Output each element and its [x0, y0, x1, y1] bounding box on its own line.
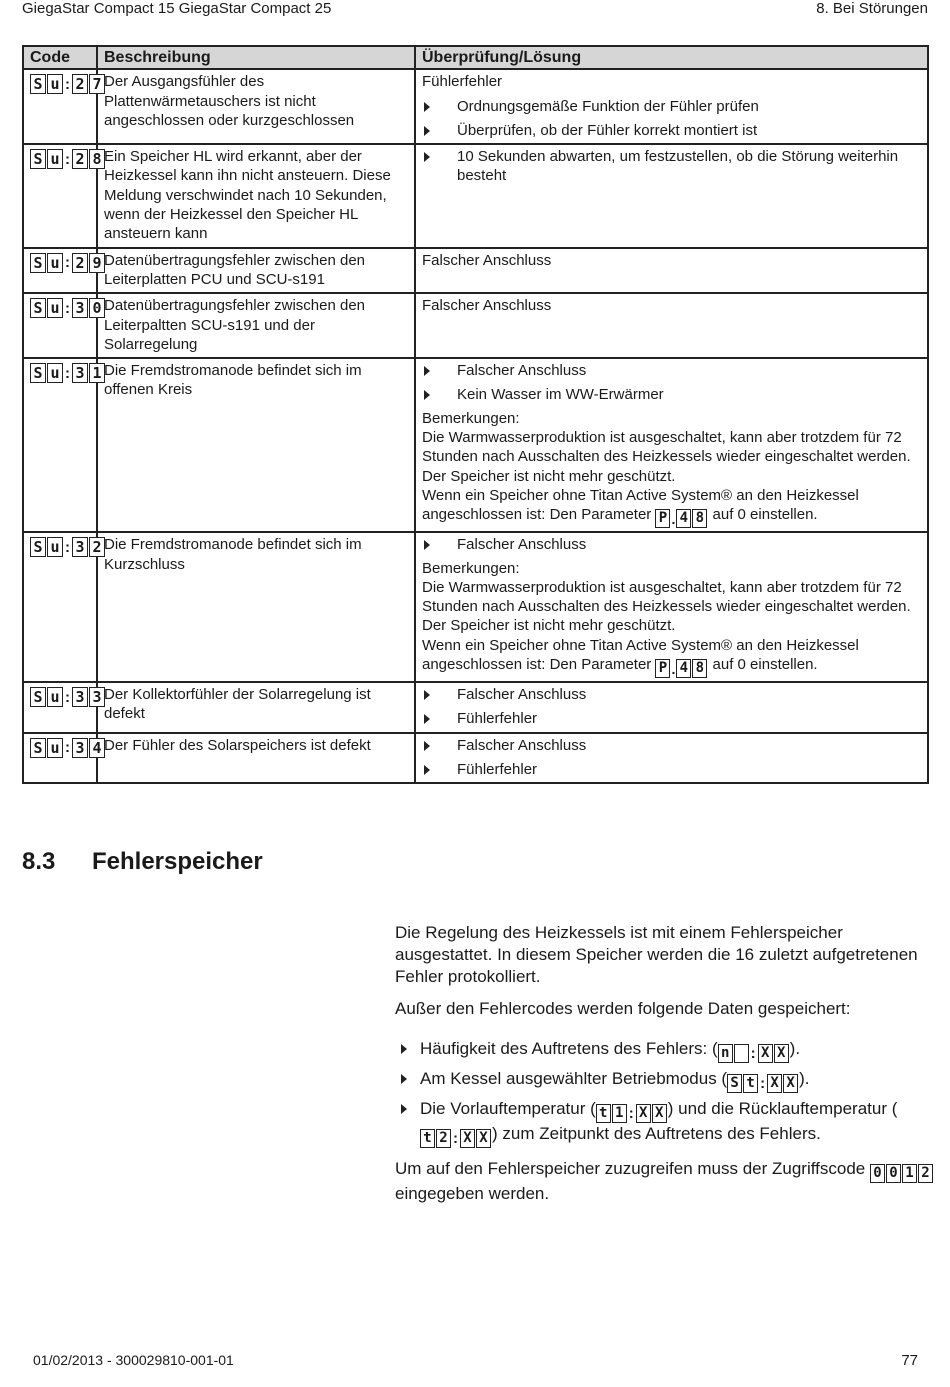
- segment-digit: X: [758, 1044, 773, 1063]
- segment-digit: X: [767, 1074, 782, 1093]
- table-row: [23, 733, 928, 784]
- section-title: Fehlerspeicher: [92, 848, 263, 875]
- list-item-text: zum Zeitpunkt des Auftretens des Fehlers.: [502, 1124, 821, 1143]
- error-code-table: [22, 45, 929, 784]
- remarks-label: Bemerkungen:: [422, 559, 520, 577]
- solution-cell: Falscher Anschluss: [415, 293, 928, 358]
- segment-digit: P: [655, 509, 670, 528]
- segment-digit: t: [743, 1074, 758, 1093]
- list-item-text: Die Vorlauftemperatur: [420, 1099, 586, 1118]
- code-display: [718, 1044, 790, 1063]
- column-header-code: Code: [23, 46, 97, 69]
- segment-digit: 8: [692, 509, 707, 528]
- dot-separator: .: [671, 660, 676, 677]
- section-heading: [22, 848, 263, 876]
- solution-bullet: Ordnungsgemäße Funktion der Fühler prüfen: [422, 97, 921, 116]
- segment-code-display: [30, 149, 106, 169]
- remark-parameter-line: [422, 636, 921, 678]
- solution-bullet: Überprüfen, ob der Fühler korrekt montiert ist: [422, 121, 921, 140]
- remark-text: Der Speicher ist nicht mehr geschützt.: [422, 467, 676, 485]
- segment-digit: S: [30, 363, 46, 383]
- segment-digit: 2: [72, 74, 88, 94]
- segment-digit: S: [30, 738, 46, 758]
- code-display: [727, 1074, 799, 1093]
- remark-text: Wenn ein Speicher ohne Titan Active System® an den Heizkessel angeschlossen ist: Den Parameter: [422, 486, 859, 524]
- segment-digit: 8: [89, 149, 105, 169]
- segment-digit: S: [30, 537, 46, 557]
- colon-separator: :: [750, 1045, 756, 1062]
- segment-digit: n: [718, 1044, 733, 1063]
- segment-digit: X: [774, 1044, 789, 1063]
- section-number: 8.3: [22, 848, 56, 875]
- remark-text: Die Warmwasserproduktion ist ausgeschaltet, kann aber trotzdem für 72 Stunden nach Ausschalten des Heizkessels wieder eingeschaltet werden.: [422, 578, 911, 616]
- solution-cell: [415, 532, 928, 682]
- solution-bullet: Falscher Anschluss: [422, 685, 921, 704]
- remark-parameter-line: [422, 486, 921, 528]
- solution-bullet: 10 Sekunden abwarten, um festzustellen, ob die Störung weiterhin besteht: [422, 147, 921, 186]
- segment-digit: 2: [89, 537, 105, 557]
- segment-digit: u: [47, 687, 63, 707]
- list-item: Am Kessel ausgewählter Betriebmodus ( S t : X X ).: [395, 1068, 935, 1093]
- segment-digit: t: [420, 1129, 435, 1148]
- solution-bullet: Falscher Anschluss: [422, 361, 921, 380]
- segment-digit: S: [30, 74, 46, 94]
- segment-digit: P: [655, 659, 670, 678]
- colon-separator: :: [65, 299, 70, 317]
- segment-digit: u: [47, 149, 63, 169]
- table-row: [23, 682, 928, 733]
- colon-separator: :: [760, 1075, 766, 1092]
- segment-digit: 3: [72, 363, 88, 383]
- remark-text: Der Speicher ist nicht mehr geschützt.: [422, 617, 676, 635]
- segment-digit: u: [47, 298, 63, 318]
- segment-digit: 2: [436, 1129, 451, 1148]
- segment-code-display: [30, 537, 106, 557]
- code-cell: [23, 144, 102, 247]
- segment-digit: S: [727, 1074, 742, 1093]
- solution-cell: [415, 358, 928, 532]
- dot-separator: .: [671, 510, 676, 527]
- segment-digit: 2: [72, 149, 88, 169]
- segment-code-display: [30, 253, 106, 273]
- segment-digit: 2: [918, 1164, 933, 1183]
- access-text: eingegeben werden.: [395, 1184, 550, 1203]
- remark-text: Wenn ein Speicher ohne Titan Active System® an den Heizkessel angeschlossen ist: Den Parameter: [422, 636, 859, 674]
- description-cell: Die Fremdstromanode befindet sich im Kurzschluss: [97, 532, 415, 682]
- segment-digit: 1: [89, 363, 105, 383]
- colon-separator: :: [628, 1105, 634, 1122]
- solution-cell: [415, 144, 928, 247]
- body-paragraph: Die Regelung des Heizkessels ist mit einem Fehlerspeicher ausgestattet. In diesem Speicher werden die 16 zuletzt aufgetretenen Fehler protokolliert.: [395, 923, 918, 986]
- segment-digit: 0: [89, 298, 105, 318]
- list-item: Die Vorlauftemperatur ( t 1 : X X ) und die Rücklauftemperatur ( t 2 : X X ) zum Zeitpunkt des Auftretens des Fehlers.: [395, 1098, 935, 1148]
- segment-digit: u: [47, 363, 63, 383]
- remarks-label: Bemerkungen:: [422, 409, 520, 427]
- segment-digit: u: [47, 738, 63, 758]
- colon-separator: :: [65, 688, 70, 706]
- segment-digit: 7: [89, 74, 105, 94]
- parameter-code-display: [655, 659, 708, 678]
- colon-separator: :: [65, 739, 70, 757]
- colon-separator: :: [453, 1130, 458, 1147]
- segment-digit: u: [47, 253, 63, 273]
- table-row: [23, 358, 928, 532]
- colon-separator: :: [65, 254, 70, 272]
- solution-cell: [415, 733, 928, 784]
- segment-digit: 3: [72, 738, 88, 758]
- code-display: [596, 1104, 668, 1123]
- header-title: GiegaStar Compact 15 GiegaStar Compact 25: [22, 0, 332, 17]
- table-row: [23, 144, 928, 247]
- segment-digit: u: [47, 74, 63, 94]
- segment-digit: X: [652, 1104, 667, 1123]
- segment-digit: 4: [89, 738, 105, 758]
- body-paragraph: [395, 1158, 935, 1205]
- description-cell: Datenübertragungsfehler zwischen den Leiterpaltten SCU-s191 und der Solarregelung: [97, 293, 415, 358]
- table-row: [23, 293, 928, 358]
- code-cell: [23, 733, 102, 784]
- colon-separator: :: [65, 364, 70, 382]
- colon-separator: :: [65, 75, 70, 93]
- segment-digit: S: [30, 298, 46, 318]
- code-cell: [23, 358, 102, 532]
- table-row: [23, 248, 928, 294]
- remark-text: auf 0 einstellen.: [712, 506, 818, 524]
- segment-digit: S: [30, 253, 46, 273]
- segment-digit: 3: [89, 687, 105, 707]
- solution-cell: [415, 682, 928, 733]
- code-cell: [23, 532, 102, 682]
- segment-digit: 3: [72, 298, 88, 318]
- solution-bullet: Kein Wasser im WW-Erwärmer: [422, 385, 921, 404]
- description-cell: Der Fühler des Solarspeichers ist defekt: [97, 733, 415, 784]
- description-cell: Die Fremdstromanode befindet sich im offenen Kreis: [97, 358, 415, 532]
- segment-digit: t: [596, 1104, 611, 1123]
- segment-digit: X: [783, 1074, 798, 1093]
- description-cell: Datenübertragungsfehler zwischen den Leiterplatten PCU und SCU-s191: [97, 248, 415, 294]
- section-body: [395, 922, 935, 1215]
- list-item-text: und die Rücklauftemperatur: [678, 1099, 887, 1118]
- header-chapter: 8. Bei Störungen: [816, 0, 928, 17]
- segment-code-display: [30, 74, 106, 94]
- column-header-solution: Überprüfung/Lösung: [415, 46, 928, 69]
- table-row: [23, 532, 928, 682]
- solution-bullet: Falscher Anschluss: [422, 736, 921, 755]
- segment-code-display: [30, 687, 106, 707]
- column-header-description: Beschreibung: [97, 46, 415, 69]
- segment-code-display: [30, 738, 106, 758]
- segment-digit: [734, 1044, 749, 1063]
- colon-separator: :: [65, 150, 70, 168]
- table-header-row: [23, 46, 928, 69]
- remark-text: Die Warmwasserproduktion ist ausgeschaltet, kann aber trotzdem für 72 Stunden nach Ausschalten des Heizkessels wieder eingeschaltet werden.: [422, 429, 911, 466]
- segment-digit: 8: [692, 659, 707, 678]
- solution-bullet: Fühlerfehler: [422, 760, 921, 779]
- code-cell: [23, 69, 102, 144]
- segment-code-display: [30, 363, 106, 383]
- solution-bullet: Fühlerfehler: [422, 709, 921, 728]
- code-cell: [23, 682, 102, 733]
- segment-digit: u: [47, 537, 63, 557]
- solution-bullet: Falscher Anschluss: [422, 535, 921, 554]
- parameter-code-display: [655, 509, 708, 528]
- segment-digit: X: [636, 1104, 651, 1123]
- segment-digit: 4: [676, 659, 691, 678]
- body-paragraph: Außer den Fehlercodes werden folgende Daten gespeichert:: [395, 999, 851, 1018]
- list-item-text: Am Kessel ausgewählter Betriebmodus: [420, 1069, 717, 1088]
- list-item: Häufigkeit des Auftretens des Fehlers: ( n : X X ).: [395, 1038, 935, 1063]
- page-header: [22, 0, 928, 20]
- solution-cell: [415, 69, 928, 144]
- segment-digit: 0: [886, 1164, 901, 1183]
- segment-digit: 1: [612, 1104, 627, 1123]
- colon-separator: :: [65, 538, 70, 556]
- description-cell: Ein Speicher HL wird erkannt, aber der Heizkessel kann ihn nicht ansteuern. Diese Meldung verschwindet nach 10 Sekunden, wenn der Heizkessel den Speicher HL ansteuern kann: [97, 144, 415, 247]
- footer-document-id: 01/02/2013 - 300029810-001-01: [33, 1352, 234, 1368]
- page-number: 77: [901, 1352, 918, 1369]
- description-cell: Der Ausgangsfühler des Plattenwärmetauschers ist nicht angeschlossen oder kurzgeschlossen: [97, 69, 415, 144]
- access-text: Um auf den Fehlerspeicher zuzugreifen muss der Zugriffscode: [395, 1159, 866, 1178]
- segment-digit: X: [476, 1129, 491, 1148]
- segment-digit: X: [460, 1129, 475, 1148]
- segment-digit: 0: [870, 1164, 885, 1183]
- list-item-text: Häufigkeit des Auftretens des Fehlers:: [420, 1039, 708, 1058]
- segment-code-display: [30, 298, 106, 318]
- solution-text: Fühlerfehler: [422, 73, 503, 91]
- segment-digit: S: [30, 149, 46, 169]
- segment-digit: 3: [72, 537, 88, 557]
- remark-text: auf 0 einstellen.: [712, 656, 818, 674]
- segment-digit: 4: [676, 509, 691, 528]
- segment-digit: 9: [89, 253, 105, 273]
- segment-digit: S: [30, 687, 46, 707]
- segment-digit: 1: [902, 1164, 917, 1183]
- segment-digit: 2: [72, 253, 88, 273]
- description-cell: Der Kollektorfühler der Solarregelung ist defekt: [97, 682, 415, 733]
- table-row: [23, 69, 928, 144]
- code-cell: [23, 248, 102, 294]
- code-cell: [23, 293, 102, 358]
- access-code-display: [870, 1164, 934, 1183]
- code-display: [420, 1129, 492, 1148]
- stored-data-list: [395, 1038, 935, 1148]
- segment-digit: 3: [72, 687, 88, 707]
- solution-cell: Falscher Anschluss: [415, 248, 928, 294]
